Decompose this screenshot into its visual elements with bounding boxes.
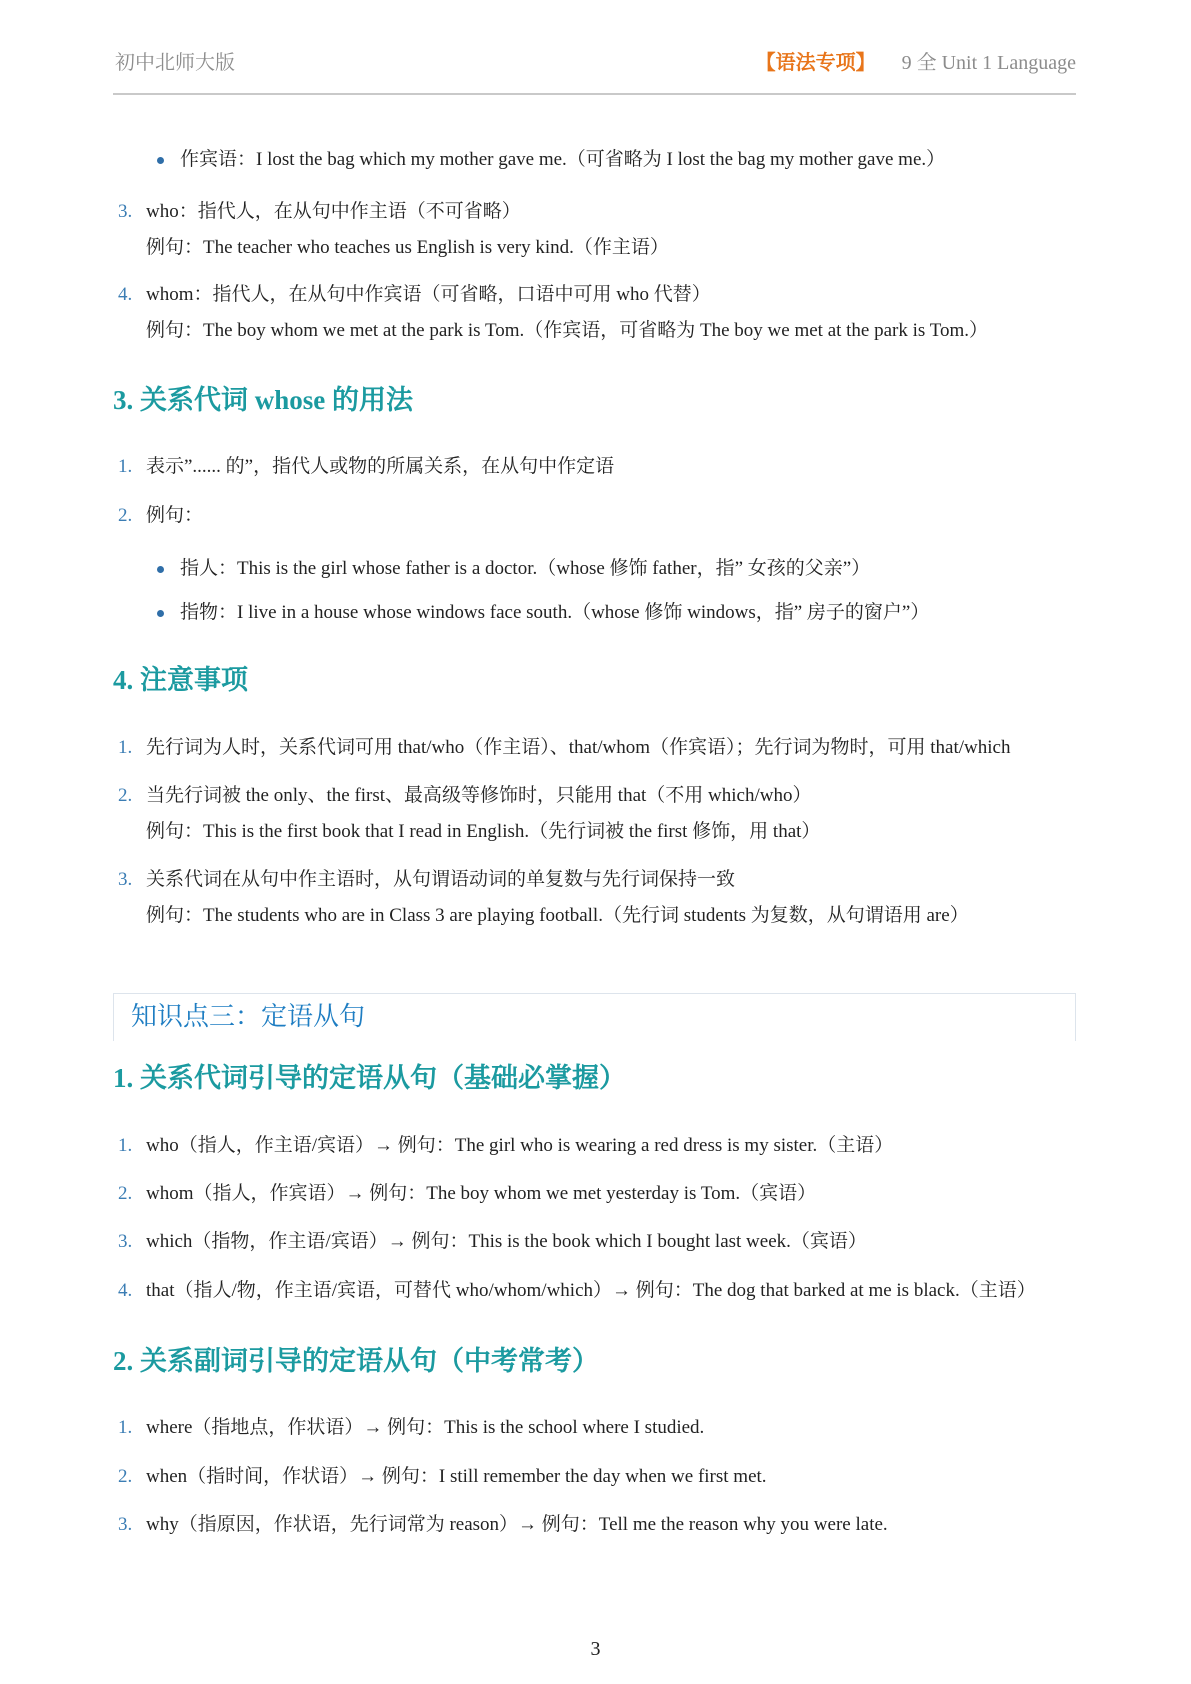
bullet-text: 作宾语：I lost the bag which my mother gave me.（可省略为 I lost the bag my mother gave me.） xyxy=(180,149,946,170)
list-text: when（指时间，作状语）→ 例句：I still remember the day when we first met. xyxy=(146,1466,767,1487)
list-item xyxy=(113,730,1076,766)
bullet-item xyxy=(113,551,1076,587)
list-item xyxy=(113,1507,1076,1543)
list-text: 例句： xyxy=(146,505,204,526)
list-item xyxy=(113,1128,1076,1164)
list-number: 3. xyxy=(118,869,133,890)
section-heading-adverb-clause: 2. 关系副词引导的定语从句（中考常考） xyxy=(113,1346,599,1376)
section-heading-whose: 3. 关系代词 whose 的用法 xyxy=(113,385,414,415)
example-text: 例句：This is the first book that I read in English.（先行词被 the first 修饰，用 that） xyxy=(146,821,821,842)
list-number: 3. xyxy=(118,1231,133,1252)
section-heading-notes: 4. 注意事项 xyxy=(113,665,248,695)
list-item xyxy=(113,449,1076,485)
list-item xyxy=(113,862,1076,934)
list-item xyxy=(113,194,1076,266)
list-number: 1. xyxy=(118,1417,133,1438)
header-tag: 【语法专项】 xyxy=(755,52,876,74)
list-text: why（指原因，作状语，先行词常为 reason）→ 例句：Tell me the reason why you were late. xyxy=(146,1514,888,1535)
list-item xyxy=(113,778,1076,850)
list-item xyxy=(113,498,1076,534)
list-item xyxy=(113,1224,1076,1260)
list-item xyxy=(113,1176,1076,1212)
list-number: 2. xyxy=(118,785,133,806)
knowledge-point-box: 知识点三：定语从句 xyxy=(113,993,1076,1041)
list-text: which（指物，作主语/宾语）→ 例句：This is the book which I bought last week.（宾语） xyxy=(146,1231,867,1252)
bullet-item xyxy=(113,142,1076,178)
list-number: 1. xyxy=(118,1135,133,1156)
list-item xyxy=(113,277,1076,349)
page-number: 3 xyxy=(590,1638,601,1660)
bullet-dot-icon xyxy=(157,595,180,631)
list-number: 2. xyxy=(118,1183,133,1204)
list-item xyxy=(113,1410,1076,1446)
bullet-dot-icon xyxy=(157,551,180,587)
list-text: 当先行词被 the only、the first、最高级等修饰时，只能用 that（不用 which/who） xyxy=(146,785,812,806)
list-text: who（指人，作主语/宾语）→ 例句：The girl who is wearing a red dress is my sister.（主语） xyxy=(146,1135,894,1156)
list-text: 关系代词在从句中作主语时，从句谓语动词的单复数与先行词保持一致 xyxy=(146,869,736,890)
list-text: that（指人/物，作主语/宾语，可替代 who/whom/which）→ 例句：The dog that barked at me is black.（主语） xyxy=(146,1280,1036,1301)
list-number: 1. xyxy=(118,737,133,758)
header-publisher: 初中北师大版 xyxy=(115,52,235,74)
list-number: 3. xyxy=(118,201,133,222)
example-text: 例句：The teacher who teaches us English is very kind.（作主语） xyxy=(146,237,669,258)
example-text: 例句：The students who are in Class 3 are playing football.（先行词 students 为复数，从句谓语用 are） xyxy=(146,905,969,926)
list-number: 1. xyxy=(118,456,133,477)
list-text: where（指地点，作状语）→ 例句：This is the school where I studied. xyxy=(146,1417,705,1438)
list-item xyxy=(113,1274,1076,1308)
list-number: 4. xyxy=(118,1280,133,1301)
header-right xyxy=(756,46,1076,75)
list-text: whom（指人，作宾语）→ 例句：The boy whom we met yesterday is Tom.（宾语） xyxy=(146,1183,817,1204)
list-text: whom：指代人，在从句中作宾语（可省略，口语中可用 who 代替） xyxy=(146,284,711,305)
list-text: 先行词为人时，关系代词可用 that/who（作主语）、that/whom（作宾语）；先行词为物时，可用 that/which xyxy=(146,737,1011,758)
bullet-text: 指物：I live in a house whose windows face south.（whose 修饰 windows，指” 房子的窗户”） xyxy=(180,602,930,623)
list-number: 3. xyxy=(118,1514,133,1535)
list-text: who：指代人，在从句中作主语（不可省略） xyxy=(146,201,521,222)
bullet-dot-icon xyxy=(157,142,180,178)
bullet-item xyxy=(113,595,1076,631)
example-text: 例句：The boy whom we met at the park is Tom.（作宾语，可省略为 The boy we met at the park is Tom.） xyxy=(146,320,989,341)
list-text: 表示”...... 的”，指代人或物的所属关系，在从句中作定语 xyxy=(146,456,615,477)
list-item xyxy=(113,1459,1076,1495)
section-heading-pronoun-clause: 1. 关系代词引导的定语从句（基础必掌握） xyxy=(113,1063,626,1093)
bullet-text: 指人：This is the girl whose father is a doctor.（whose 修饰 father，指” 女孩的父亲”） xyxy=(180,558,871,579)
list-number: 2. xyxy=(118,505,133,526)
header-unit: 9 全 Unit 1 Language xyxy=(901,52,1076,74)
list-number: 4. xyxy=(118,284,133,305)
header-divider xyxy=(113,93,1076,95)
list-number: 2. xyxy=(118,1466,133,1487)
page-content xyxy=(113,142,1076,1543)
